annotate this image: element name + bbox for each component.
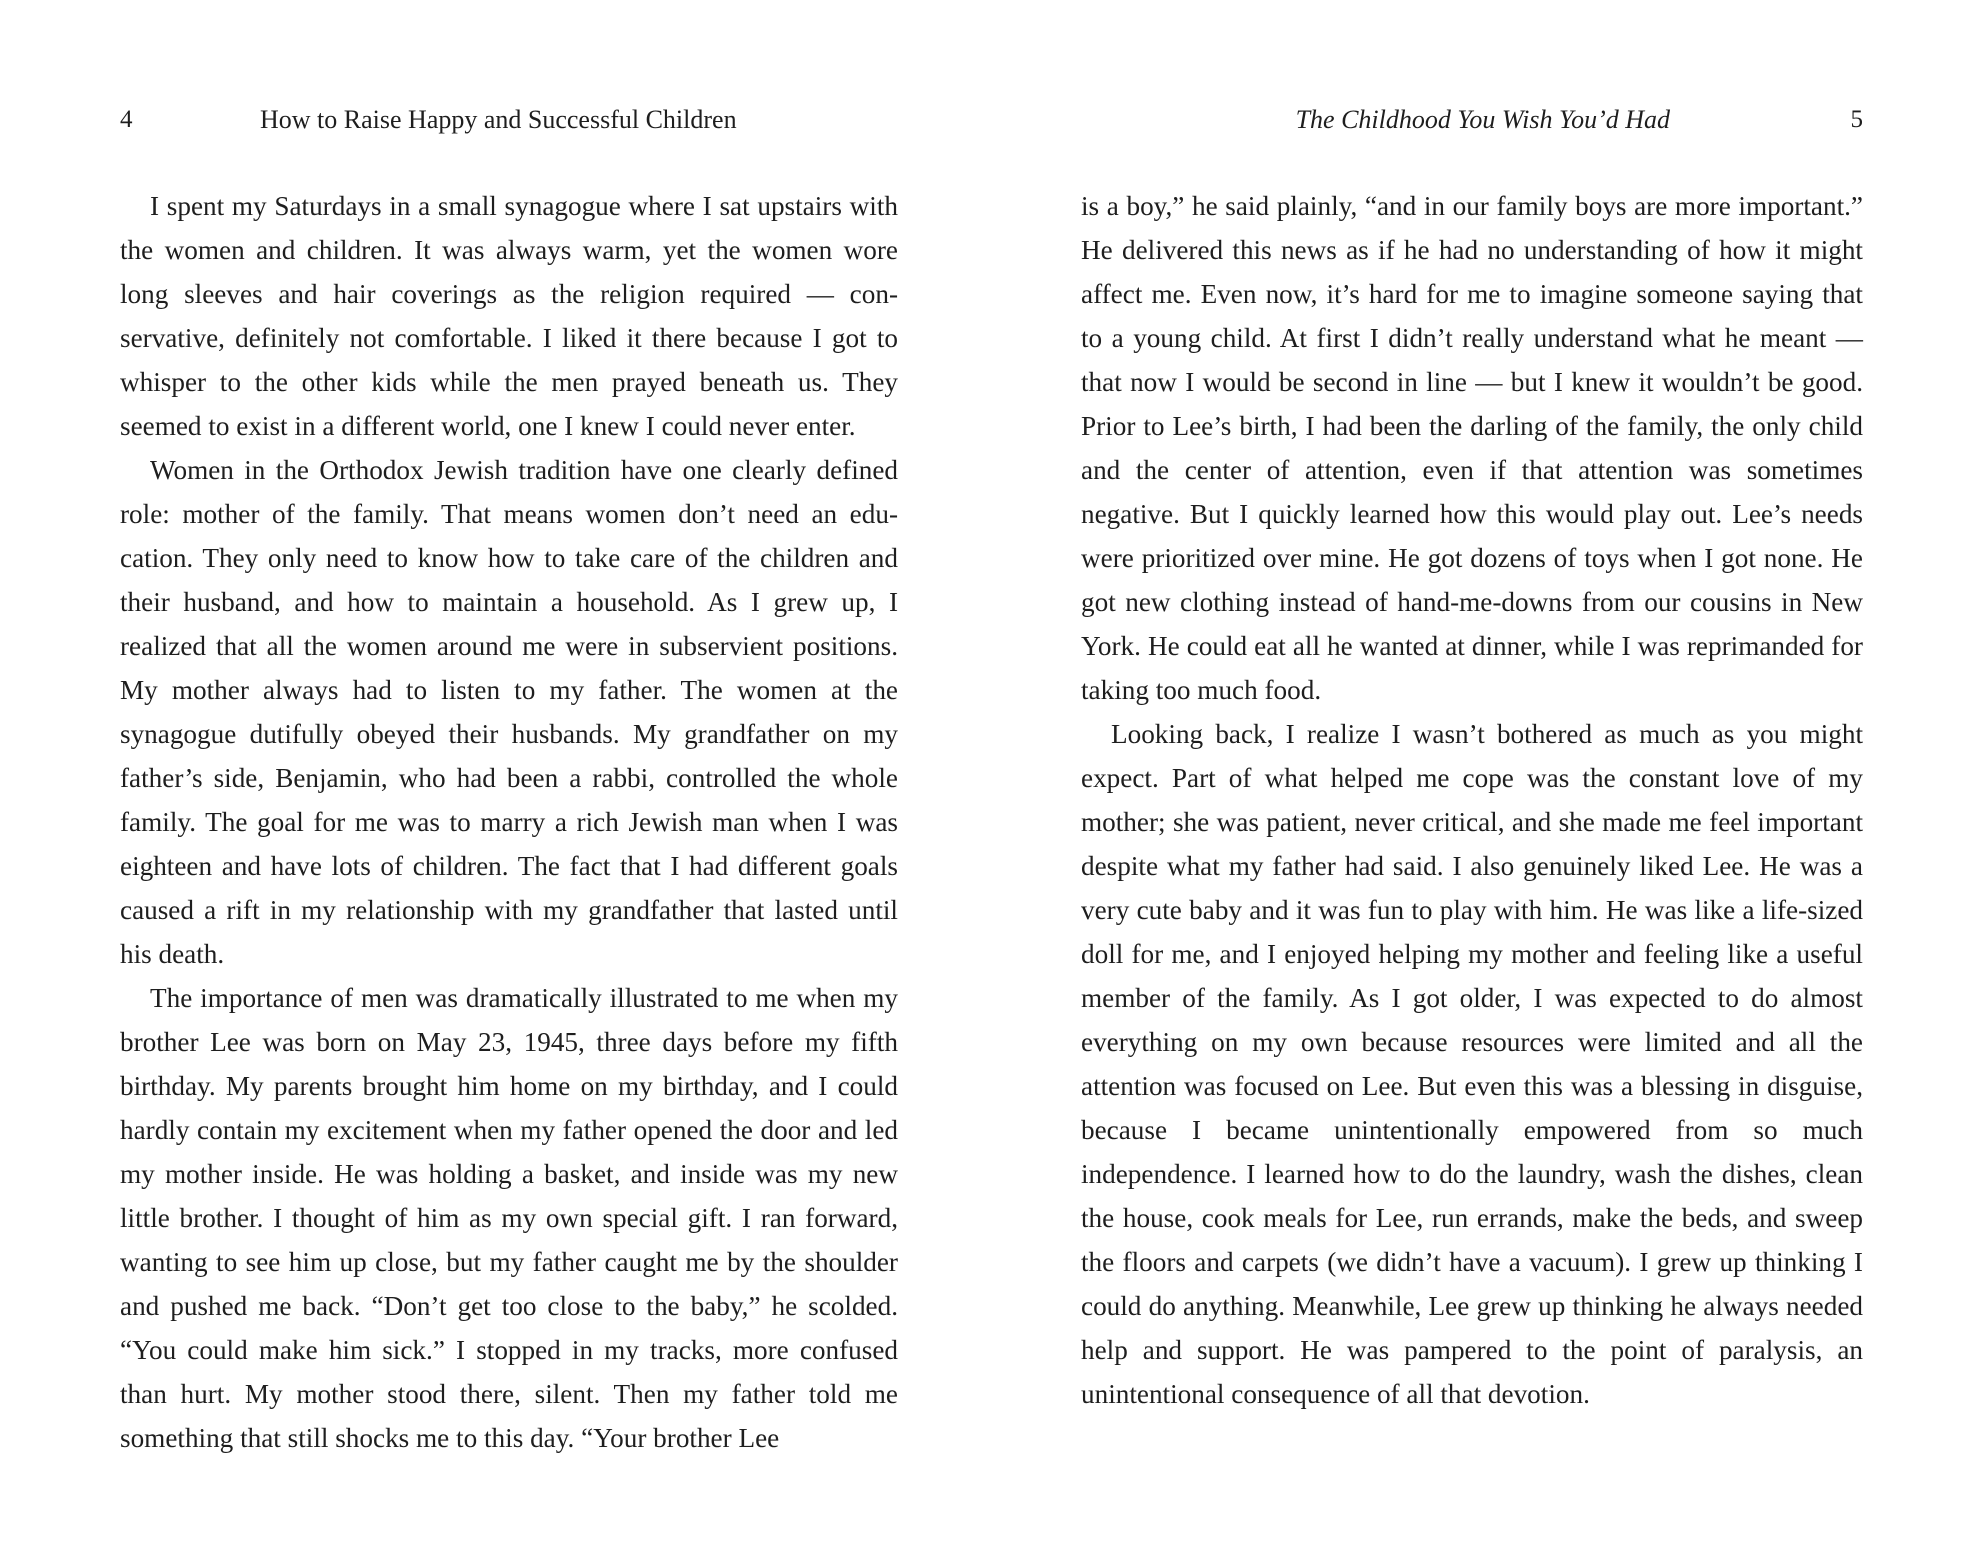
right-page-number: 5 — [1850, 106, 1863, 133]
left-page-number: 4 — [120, 106, 133, 133]
right-running-head-title: The Childhood You Wish You’d Had — [1295, 105, 1670, 134]
right-running-head — [1081, 103, 1863, 137]
left-running-head — [120, 103, 898, 137]
paragraph-continued: is a boy,” he said plainly, “and in our family boys are more important.” He delivered this news as if he had no understanding of how it might affect me. Even now, it’s hard for me to imagine someone saying that to a young child. At first I didn’t really understand what he meant — that now I would be second in line — but I knew it wouldn’t be good. Prior to Lee’s birth, I had been the darling of the family, the only child and the center of attention, even if that attention was sometimes negative. But I quickly learned how this would play out. Lee’s needs were prioritized over mine. He got dozens of toys when I got none. He got new clothing instead of hand-me-downs from our cousins in New York. He could eat all he wanted at dinner, while I was reprimanded for taking too much food. — [1081, 191, 1863, 705]
paragraph: Women in the Orthodox Jewish tradition have one clearly defined role: mother of the family. That means women don’t need an education. They only need to know how to take care of the children and their husband, and how to maintain a household. As I grew up, I realized that all the women around me were in subservient positions. My mother always had to listen to my father. The women at the synagogue dutifully obeyed their husbands. My grandfather on my father’s side, Benjamin, who had been a rabbi, controlled the whole family. The goal for me was to marry a rich Jewish man when I was eighteen and have lots of children. The fact that I had different goals caused a rift in my relationship with my grandfather that lasted until his death. — [120, 455, 898, 969]
paragraph: The importance of men was dramatically illustrated to me when my brother Lee was born on May 23, 1945, three days before my fifth birthday. My parents brought him home on my birthday, and I could hardly contain my excitement when my father opened the door and led my mother inside. He was holding a basket, and inside was my new little brother. I thought of him as my own special gift. I ran forward, wanting to see him up close, but my father caught me by the shoulder and pushed me back. “Don’t get too close to the baby,” he scolded. “You could make him sick.” I stopped in my tracks, more confused than hurt. My mother stood there, silent. Then my father told me something that still shocks me to this day. “Your brother Lee — [120, 983, 898, 1453]
paragraph: Looking back, I realize I wasn’t bothered as much as you might expect. Part of what helped me cope was the constant love of my mother; she was patient, never critical, and she made me feel important despite what my father had said. I also genuinely liked Lee. He was a very cute baby and it was fun to play with him. He was like a life-sized doll for me, and I enjoyed helping my mother and feeling like a useful member of the family. As I got older, I was expected to do almost everything on my own because resources were limited and all the attention was focused on Lee. But even this was a blessing in disguise, because I became unintentionally empowered from so much independence. I learned how to do the laundry, wash the dishes, clean the house, cook meals for Lee, run errands, make the beds, and sweep the floors and carpets (we didn’t have a vacuum). I grew up thinking I could do anything. Meanwhile, Lee grew up thinking he always needed help and support. He was pampered to the point of paralysis, an unintentional consequence of all that devotion. — [1081, 719, 1863, 1409]
left-body-text — [120, 184, 898, 1460]
left-running-head-title: How to Raise Happy and Successful Children — [260, 105, 737, 134]
paragraph: I spent my Saturdays in a small synagogue where I sat upstairs with the women and children. It was always warm, yet the women wore long sleeves and hair coverings as the religion required — conservative, definitely not comfortable. I liked it there because I got to whisper to the other kids while the men prayed beneath us. They seemed to exist in a different world, one I knew I could never enter. — [120, 191, 898, 441]
right-body-text — [1081, 184, 1863, 1416]
